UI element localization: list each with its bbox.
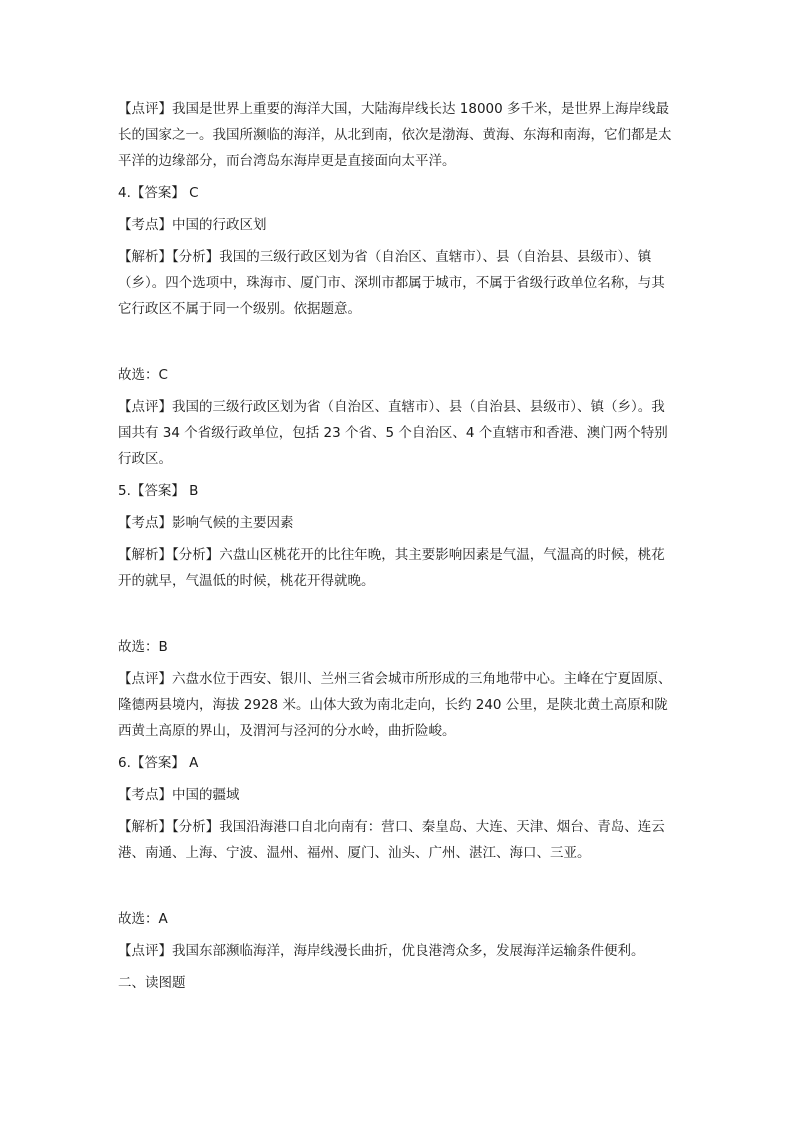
- answer-4: 4.【答案】 C: [118, 185, 199, 201]
- answer-5: 5.【答案】 B: [118, 483, 199, 499]
- analysis-5: 【解析】【分析】六盘山区桃花开的比往年晚，其主要影响因素是气温，气温高的时候，桃花开的就早，气温低的时候，桃花开得就晚。: [118, 547, 665, 589]
- choice-4: 故选：C: [118, 367, 168, 383]
- answer-6: 6.【答案】 A: [118, 755, 199, 771]
- choice-5: 故选：B: [118, 639, 168, 655]
- analysis-4: 【解析】【分析】我国的三级行政区划为省（自治区、直辖市）、县（自治县、县级市）、镇（乡）。四个选项中，珠海市、厦门市、深圳市都属于城市，不属于省级行政单位名称，与其它行政区不属于同一个级别。依据题意。: [118, 249, 665, 317]
- analysis-6: 【解析】【分析】我国沿海港口自北向南有：营口、秦皇岛、大连、天津、烟台、青岛、连云港、南通、上海、宁波、温州、福州、厦门、汕头、广州、湛江、海口、三亚。: [118, 819, 665, 861]
- review-comment-4: 【点评】我国的三级行政区划为省（自治区、直辖市）、县（自治县、县级市）、镇（乡）。我国共有 34 个省级行政单位，包括 23 个省、5 个自治区、4 个直辖市和香港、澳门两个特别行政区。: [118, 399, 668, 467]
- review-comment-6: 【点评】我国东部濒临海洋，海岸线漫长曲折，优良港湾众多，发展海洋运输条件便利。: [118, 943, 645, 959]
- test-point-4: 【考点】中国的行政区划: [118, 217, 267, 233]
- test-point-6: 【考点】中国的疆域: [118, 787, 240, 803]
- choice-6: 故选：A: [118, 911, 168, 927]
- review-comment-5: 【点评】六盘水位于西安、银川、兰州三省会城市所形成的三角地带中心。主峰在宁夏固原、隆德两县境内，海拔 2928 米。山体大致为南北走向，长约 240 公里，是陕北黄土高原和陇西黄土高原的界山，及渭河与泾河的分水岭，曲折险峻。: [118, 671, 672, 739]
- section-heading-map-reading: 二、读图题: [118, 975, 186, 991]
- review-comment-coastline: 【点评】我国是世界上重要的海洋大国，大陆海岸线长达 18000 多千米，是世界上海岸线最长的国家之一。我国所濒临的海洋，从北到南，依次是渤海、黄海、东海和南海，它们都是太平洋的边缘部分，而台湾岛东海岸更是直接面向太平洋。: [118, 101, 672, 169]
- test-point-5: 【考点】影响气候的主要因素: [118, 515, 294, 531]
